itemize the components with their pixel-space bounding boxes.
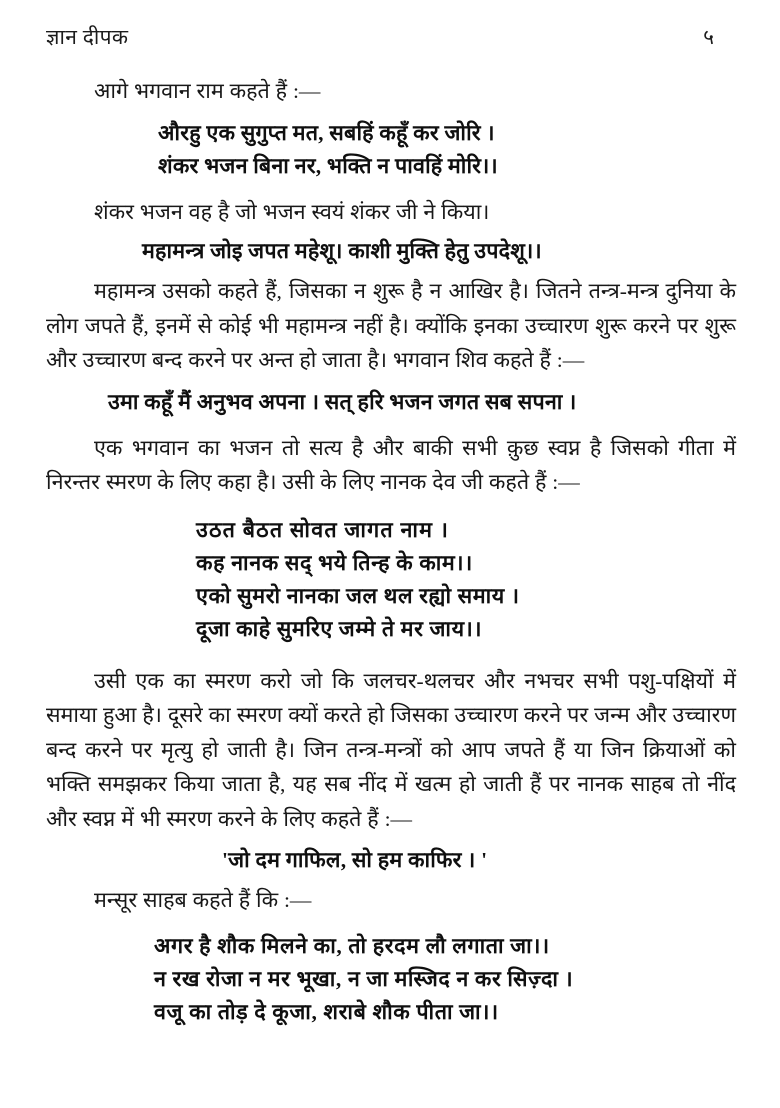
paragraph-1: आगे भगवान राम कहते हैं :— [94,79,321,103]
paragraph-5: उसी एक का स्मरण करो जो कि जलचर-थलचर और नभचर सभी पशु-पक्षियों में समाया हुआ है। दूसरे का स्मरण क्यों करते हो जिसका उच्चारण करने पर जन्म और उच्चारण बन्द करने पर मृत्यु हो जाती है। जिन तन्त्र-मन्त्रों को आप जपते हैं या जिन क्रियाओं को भक्ति समझकर किया जाता है, यह सब नींद में खत्म हो जाती हैं पर नानक साहब तो नींद और स्वप्न में भी स्मरण करने के लिए कहते हैं :— [46,668,736,831]
verse-line: औरहु एक सुगुप्त मत, सबहिं कहूँ कर जोरि । [158,120,495,145]
verse-block-1 [46,117,736,183]
verse-line: महामन्त्र जोइ जपत महेशू। काशी मुक्ति हेतु उपदेशू।। [142,239,542,263]
verse-block-5 [46,844,736,877]
verse-block-6 [46,930,736,1029]
paragraph-3: महामन्त्र उसको कहते हैं, जिसका न शुरू है न आखिर है। जितने तन्त्र-मन्त्र दुनिया के लोग जपते हैं, इनमें से कोई भी महामन्त्र नहीं है। क्योंकि इनका उच्चारण शुरू करने पर शुरू और उच्चारण बन्द करने पर अन्त हो जाता है। भगवान शिव कहते हैं :— [46,279,736,372]
verse-line: शंकर भजन बिना नर, भक्ति न पावहिं मोरि।। [158,153,498,178]
verse-line: उमा कहूँ मैं अनुभव अपना । सत् हरि भजन जगत सब सपना । [108,389,577,414]
spacer [46,419,736,431]
spacer [46,918,736,930]
page-number: ५ [703,25,714,49]
paragraph-6: मन्सूर साहब कहते हैं कि :— [94,888,312,912]
verse-block-3 [46,386,736,419]
verse-line: अगर है शौक मिलने का, तो हरदम लौ लगाता जा।। [154,933,550,958]
verse-line: दूजा काहे सुमरिए जम्मे ते मर जाय।। [196,616,483,641]
verse-line: 'जो दम गाफिल, सो हम काफिर । ' [222,848,488,872]
spacer [46,646,736,664]
verse-line: एको सुमरो नानका जल थल रह्यो समाय । [196,583,520,608]
spacer [46,183,736,195]
paragraph-2: शंकर भजन वह है जो भजन स्वयं शंकर जी ने किया। [94,199,490,224]
paragraph-4: एक भगवान का भजन तो सत्य है और बाकी सभी क़ुछ स्वप्न है जिसको गीता में निरन्तर स्मरण के लिए कहा है। उसी के लिए नानक देव जी कहते हैं :— [46,435,736,494]
running-head [46,26,734,60]
verse-line: न रख रोजा न मर भूखा, न जा मस्जिद न कर सिज़्दा । [154,966,574,991]
verse-line: वजू का तोड़ दे कूजा, शराबे शौक पीता जा।। [154,999,499,1024]
verse-line: कह नानक सद् भये तिन्ह के काम।। [196,550,473,575]
book-title: ज्ञान दीपक [46,25,129,49]
verse-block-2 [46,235,736,268]
spacer [46,502,736,514]
verse-block-4 [46,514,736,646]
text-column [46,74,736,1029]
verse-line: उठत बैठत सोवत जागत नाम । [196,517,450,542]
